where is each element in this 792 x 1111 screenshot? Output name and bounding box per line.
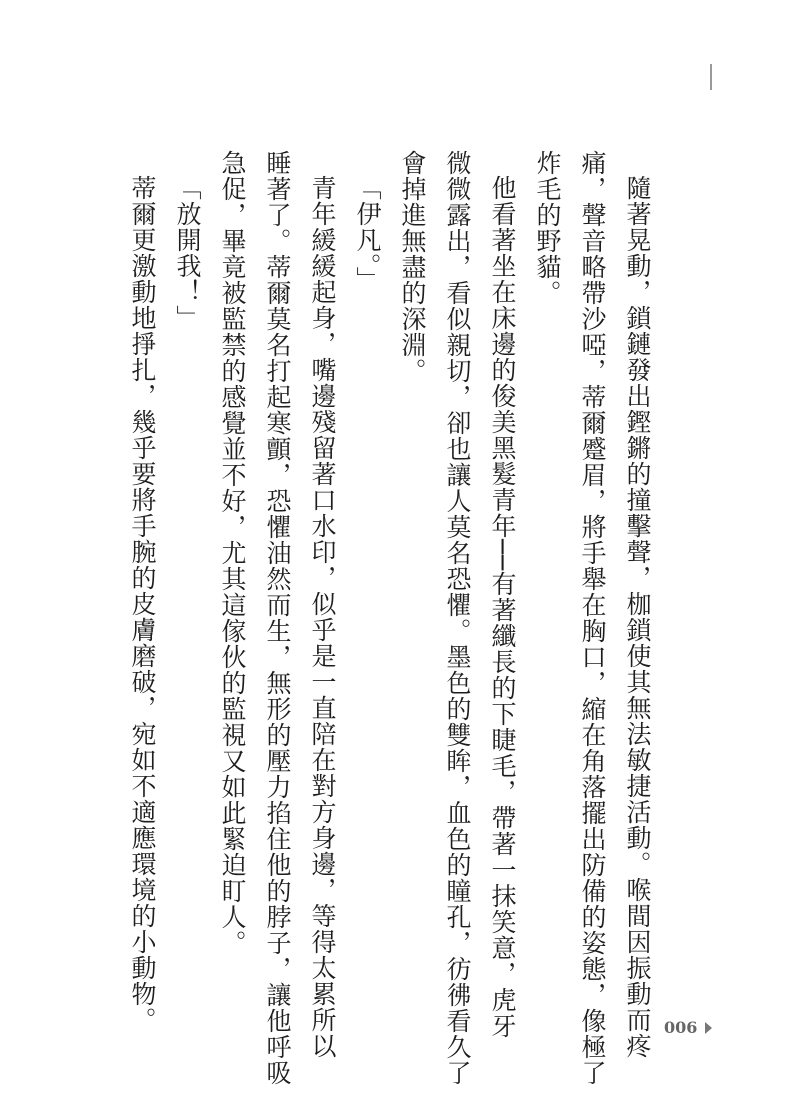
page-number-text: 006 <box>664 1018 698 1037</box>
text-column-5: 微微露出，看似親切，卻也讓人莫名恐懼。墨色的雙眸，血色的瞳孔，彷彿看久了 <box>443 150 472 1086</box>
text-column-12: 蒂爾更激動地掙扎，幾乎要將手腕的皮膚磨破，宛如不適應環境的小動物。 <box>128 175 157 1033</box>
text-column-3: 炸毛的野貓。 <box>533 150 562 306</box>
text-column-11: 「放開我！」 <box>173 175 202 331</box>
text-column-8: 青年緩緩起身，嘴邊殘留著口水印，似乎是一直陪在對方身邊，等得太累所以 <box>308 175 337 1059</box>
text-column-2: 痛，聲音略帶沙啞，蒂爾蹙眉，將手舉在胸口，縮在角落擺出防備的姿態，像極了 <box>578 150 607 1086</box>
next-arrow-icon <box>705 1022 712 1034</box>
page-number <box>664 1018 712 1037</box>
text-column-7: 「伊凡。」 <box>353 175 382 293</box>
text-column-9: 睡著了。蒂爾莫名打起寒顫，恐懼油然而生，無形的壓力掐住他的脖子，讓他呼吸 <box>263 150 292 1086</box>
vertical-text-body <box>120 150 660 1086</box>
text-column-1: 隨著晃動，鎖鏈發出鏗鏘的撞擊聲，枷鎖使其無法敏捷活動。喉間因振動而疼 <box>623 175 652 1059</box>
text-column-10: 急促，畢竟被監禁的感覺並不好，尤其這傢伙的監視又如此緊迫盯人。 <box>218 150 247 956</box>
header-rule <box>710 64 712 90</box>
text-column-6: 會掉進無盡的深淵。 <box>398 150 427 384</box>
text-column-4: 他看著坐在床邊的俊美黑髮青年──有著纖長的下睫毛，帶著一抹笑意，虎牙 <box>488 175 517 1040</box>
